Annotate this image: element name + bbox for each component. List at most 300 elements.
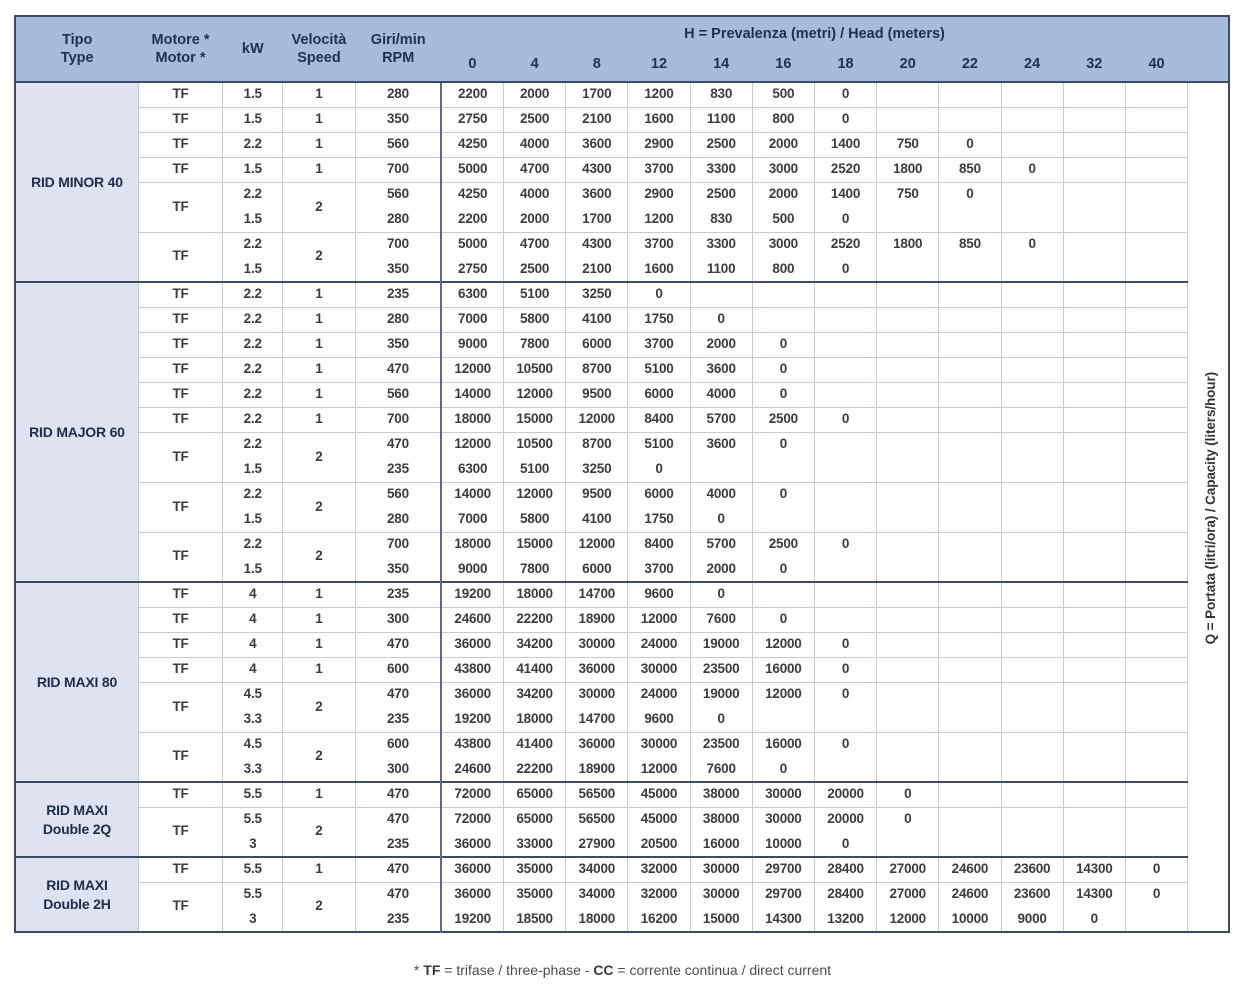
capacity-cell [690, 282, 752, 307]
capacity-cell [1001, 732, 1063, 757]
capacity-cell [1063, 232, 1125, 257]
capacity-cell: 12000 [566, 407, 628, 432]
capacity-cell: 0 [814, 732, 876, 757]
capacity-cell [1001, 357, 1063, 382]
capacity-cell: 12000 [566, 532, 628, 557]
rpm-cell: 470 [355, 357, 441, 382]
pump-capacity-table [14, 15, 1230, 933]
capacity-cell: 3600 [690, 357, 752, 382]
capacity-cell: 18000 [566, 907, 628, 932]
kw-cell: 2.2 [223, 382, 283, 407]
capacity-cell: 2520 [814, 157, 876, 182]
capacity-cell [1063, 807, 1125, 832]
capacity-cell [1001, 632, 1063, 657]
capacity-cell [939, 307, 1001, 332]
capacity-cell: 3700 [628, 157, 690, 182]
capacity-cell: 1700 [566, 207, 628, 232]
capacity-cell: 1400 [814, 132, 876, 157]
capacity-cell [1063, 332, 1125, 357]
section-label-line: Double 2H [43, 895, 111, 912]
capacity-cell [814, 432, 876, 457]
capacity-cell: 36000 [566, 732, 628, 757]
capacity-cell: 7000 [441, 507, 503, 532]
capacity-cell: 0 [752, 557, 814, 582]
capacity-cell: 830 [690, 207, 752, 232]
section-label-line: RID MAXI [46, 877, 108, 894]
capacity-cell: 750 [877, 182, 939, 207]
motor-type-cell: TF [138, 82, 222, 107]
capacity-cell: 6000 [628, 382, 690, 407]
capacity-cell [877, 432, 939, 457]
rpm-cell: 560 [355, 132, 441, 157]
capacity-cell: 0 [814, 832, 876, 857]
col-header-motore-en: Motor * [155, 50, 206, 66]
capacity-cell [1063, 782, 1125, 807]
col-header-tipo-it: Tipo [62, 31, 93, 48]
capacity-cell [1001, 557, 1063, 582]
section-label-line: Double 2Q [42, 820, 112, 837]
capacity-cell: 36000 [566, 657, 628, 682]
col-header-giri-it: Giri/min [370, 31, 426, 48]
table-row [15, 332, 1229, 357]
capacity-cell [1125, 157, 1187, 182]
capacity-cell: 4000 [504, 132, 566, 157]
kw-cell: 3.3 [223, 757, 283, 782]
capacity-cell [939, 457, 1001, 482]
capacity-cell: 30000 [690, 882, 752, 907]
capacity-cell [939, 657, 1001, 682]
capacity-cell: 0 [1001, 157, 1063, 182]
footnote-segment: = trifase / three-phase - [440, 962, 594, 978]
capacity-cell: 33000 [504, 832, 566, 857]
rpm-cell: 235 [355, 282, 441, 307]
capacity-cell: 16000 [752, 657, 814, 682]
table-row [15, 182, 1229, 207]
kw-cell: 2.2 [223, 132, 283, 157]
capacity-cell [814, 582, 876, 607]
capacity-cell: 30000 [628, 657, 690, 682]
table-row [15, 682, 1229, 707]
capacity-cell: 30000 [566, 682, 628, 707]
kw-cell: 4 [223, 632, 283, 657]
table-row [15, 532, 1229, 557]
rpm-cell: 350 [355, 557, 441, 582]
capacity-cell [1063, 632, 1125, 657]
capacity-cell: 10500 [504, 357, 566, 382]
capacity-cell [1063, 207, 1125, 232]
capacity-cell: 5100 [504, 457, 566, 482]
capacity-cell: 34200 [504, 682, 566, 707]
motor-type-cell: TF [138, 882, 222, 932]
capacity-cell: 10000 [939, 907, 1001, 932]
capacity-cell: 4700 [504, 232, 566, 257]
capacity-cell: 30000 [566, 632, 628, 657]
capacity-cell [1125, 757, 1187, 782]
capacity-cell [1063, 507, 1125, 532]
capacity-cell: 750 [877, 132, 939, 157]
rpm-cell: 280 [355, 307, 441, 332]
capacity-cell: 4000 [690, 382, 752, 407]
capacity-cell: 18000 [504, 582, 566, 607]
capacity-cell [1125, 182, 1187, 207]
section-label-line: RID MINOR 40 [31, 173, 123, 190]
capacity-cell [1001, 582, 1063, 607]
capacity-cell: 0 [939, 182, 1001, 207]
speed-cell: 1 [283, 282, 355, 307]
capacity-cell [1063, 307, 1125, 332]
capacity-cell [877, 357, 939, 382]
capacity-cell [1125, 657, 1187, 682]
capacity-cell: 5000 [441, 232, 503, 257]
capacity-cell: 23500 [690, 657, 752, 682]
capacity-cell: 30000 [628, 732, 690, 757]
capacity-cell: 10000 [752, 832, 814, 857]
capacity-cell: 2000 [690, 332, 752, 357]
capacity-cell: 0 [939, 132, 1001, 157]
capacity-cell [939, 632, 1001, 657]
table-row [15, 282, 1229, 307]
capacity-cell [877, 557, 939, 582]
rpm-cell: 235 [355, 707, 441, 732]
capacity-cell: 0 [1063, 907, 1125, 932]
capacity-cell: 6000 [628, 482, 690, 507]
capacity-cell: 3600 [566, 182, 628, 207]
capacity-cell: 3700 [628, 232, 690, 257]
capacity-cell: 18000 [441, 407, 503, 432]
capacity-cell [877, 632, 939, 657]
capacity-cell [1001, 432, 1063, 457]
capacity-cell [1001, 682, 1063, 707]
capacity-cell [939, 557, 1001, 582]
capacity-cell [1001, 407, 1063, 432]
capacity-cell: 5700 [690, 407, 752, 432]
capacity-cell [939, 282, 1001, 307]
motor-type-cell: TF [138, 682, 222, 732]
kw-cell: 3.3 [223, 707, 283, 732]
rpm-cell: 350 [355, 257, 441, 282]
capacity-cell [939, 707, 1001, 732]
rpm-cell: 470 [355, 857, 441, 882]
capacity-cell: 1600 [628, 257, 690, 282]
capacity-cell [1125, 507, 1187, 532]
capacity-cell: 0 [752, 357, 814, 382]
capacity-cell [939, 607, 1001, 632]
capacity-cell: 0 [814, 407, 876, 432]
motor-type-cell: TF [138, 582, 222, 607]
capacity-cell: 24000 [628, 682, 690, 707]
capacity-cell: 35000 [504, 857, 566, 882]
capacity-cell [1063, 532, 1125, 557]
speed-cell: 1 [283, 132, 355, 157]
capacity-cell: 6000 [566, 557, 628, 582]
motor-type-cell: TF [138, 282, 222, 307]
rpm-cell: 280 [355, 507, 441, 532]
capacity-cell: 2200 [441, 82, 503, 107]
kw-cell: 1.5 [223, 257, 283, 282]
capacity-cell: 19000 [690, 632, 752, 657]
head-col-8: 8 [566, 52, 628, 82]
capacity-cell: 1200 [628, 82, 690, 107]
capacity-cell: 9000 [1001, 907, 1063, 932]
col-header-kw: kW [223, 16, 283, 82]
head-col-18: 18 [814, 52, 876, 82]
rpm-cell: 470 [355, 682, 441, 707]
capacity-cell: 1750 [628, 307, 690, 332]
capacity-cell: 850 [939, 232, 1001, 257]
table-row [15, 632, 1229, 657]
col-header-velocita-en: Speed [297, 50, 341, 66]
section-label-line: RID MAXI [46, 802, 108, 819]
capacity-cell [1063, 132, 1125, 157]
capacity-cell [1063, 282, 1125, 307]
capacity-cell: 38000 [690, 807, 752, 832]
capacity-cell: 0 [814, 82, 876, 107]
capacity-cell: 0 [1001, 232, 1063, 257]
motor-type-cell: TF [138, 157, 222, 182]
capacity-cell [814, 707, 876, 732]
capacity-cell: 7800 [504, 332, 566, 357]
capacity-cell: 14700 [566, 707, 628, 732]
capacity-cell: 9600 [628, 707, 690, 732]
speed-cell: 2 [283, 532, 355, 582]
capacity-cell [1001, 607, 1063, 632]
capacity-cell: 22200 [504, 757, 566, 782]
capacity-cell: 20500 [628, 832, 690, 857]
capacity-cell [1063, 582, 1125, 607]
capacity-cell: 9600 [628, 582, 690, 607]
speed-cell: 2 [283, 432, 355, 482]
capacity-cell: 3000 [752, 157, 814, 182]
capacity-cell: 2100 [566, 257, 628, 282]
rpm-cell: 280 [355, 82, 441, 107]
table-row [15, 407, 1229, 432]
table-row [15, 432, 1229, 457]
capacity-cell [814, 507, 876, 532]
capacity-cell [939, 532, 1001, 557]
capacity-cell: 1200 [628, 207, 690, 232]
capacity-cell: 56500 [566, 807, 628, 832]
capacity-cell: 15000 [504, 407, 566, 432]
capacity-cell: 18900 [566, 757, 628, 782]
capacity-cell [877, 507, 939, 532]
rpm-cell: 300 [355, 757, 441, 782]
capacity-cell: 2000 [690, 557, 752, 582]
capacity-cell: 0 [628, 282, 690, 307]
head-col-22: 22 [939, 52, 1001, 82]
capacity-cell [877, 582, 939, 607]
capacity-cell: 2500 [752, 532, 814, 557]
capacity-cell: 3250 [566, 457, 628, 482]
capacity-cell: 0 [752, 382, 814, 407]
speed-cell: 2 [283, 682, 355, 732]
capacity-cell: 1600 [628, 107, 690, 132]
rpm-cell: 235 [355, 832, 441, 857]
speed-cell: 2 [283, 182, 355, 232]
col-header-capacity-spacer [1188, 16, 1229, 82]
capacity-cell: 0 [752, 607, 814, 632]
table-row [15, 82, 1229, 107]
capacity-cell: 36000 [441, 632, 503, 657]
capacity-cell: 24600 [441, 607, 503, 632]
capacity-cell: 34000 [566, 857, 628, 882]
capacity-cell [939, 357, 1001, 382]
capacity-cell: 4000 [504, 182, 566, 207]
motor-type-cell: TF [138, 782, 222, 807]
capacity-cell [1001, 257, 1063, 282]
capacity-cell [1063, 357, 1125, 382]
capacity-cell [877, 307, 939, 332]
capacity-cell [814, 757, 876, 782]
capacity-cell: 14000 [441, 482, 503, 507]
kw-cell: 2.2 [223, 432, 283, 457]
capacity-cell [877, 332, 939, 357]
kw-cell: 4 [223, 582, 283, 607]
speed-cell: 1 [283, 857, 355, 882]
capacity-cell: 2500 [504, 257, 566, 282]
capacity-cell: 3300 [690, 232, 752, 257]
capacity-cell: 22200 [504, 607, 566, 632]
capacity-cell: 2000 [504, 82, 566, 107]
capacity-cell: 19200 [441, 707, 503, 732]
capacity-cell [814, 607, 876, 632]
capacity-cell: 27000 [877, 882, 939, 907]
rpm-cell: 700 [355, 157, 441, 182]
capacity-cell [814, 307, 876, 332]
section-label [15, 282, 138, 582]
capacity-cell: 30000 [690, 857, 752, 882]
capacity-cell: 4300 [566, 232, 628, 257]
capacity-cell [1063, 82, 1125, 107]
capacity-cell: 500 [752, 207, 814, 232]
capacity-cell: 27900 [566, 832, 628, 857]
capacity-cell: 36000 [441, 857, 503, 882]
rpm-cell: 470 [355, 782, 441, 807]
capacity-cell [1125, 557, 1187, 582]
section-label-line: RID MAXI 80 [36, 673, 118, 690]
capacity-cell: 4000 [690, 482, 752, 507]
capacity-cell: 12000 [504, 382, 566, 407]
capacity-cell [939, 382, 1001, 407]
capacity-cell [752, 707, 814, 732]
kw-cell: 5.5 [223, 857, 283, 882]
capacity-cell: 16000 [752, 732, 814, 757]
table-row [15, 732, 1229, 757]
capacity-cell [939, 407, 1001, 432]
col-header-giri [355, 16, 441, 82]
motor-type-cell: TF [138, 432, 222, 482]
section-label-line: RID MAJOR 60 [29, 423, 125, 440]
capacity-cell [1001, 107, 1063, 132]
capacity-cell [939, 432, 1001, 457]
speed-cell: 1 [283, 782, 355, 807]
capacity-cell: 1800 [877, 157, 939, 182]
table-row [15, 232, 1229, 257]
col-header-velocita [283, 16, 355, 82]
capacity-cell: 35000 [504, 882, 566, 907]
capacity-cell: 41400 [504, 657, 566, 682]
capacity-cell [1001, 657, 1063, 682]
capacity-cell [939, 482, 1001, 507]
head-col-20: 20 [877, 52, 939, 82]
capacity-cell: 0 [752, 482, 814, 507]
capacity-cell [939, 832, 1001, 857]
capacity-cell: 0 [690, 582, 752, 607]
capacity-cell: 5800 [504, 507, 566, 532]
capacity-cell: 2000 [504, 207, 566, 232]
speed-cell: 1 [283, 632, 355, 657]
capacity-cell: 32000 [628, 882, 690, 907]
capacity-cell [877, 407, 939, 432]
motor-type-cell: TF [138, 132, 222, 157]
capacity-cell: 5000 [441, 157, 503, 182]
capacity-cell: 9000 [441, 332, 503, 357]
rpm-cell: 600 [355, 657, 441, 682]
capacity-cell [1063, 157, 1125, 182]
capacity-cell: 34000 [566, 882, 628, 907]
capacity-cell [1125, 282, 1187, 307]
capacity-cell [1001, 832, 1063, 857]
col-header-head-group [441, 16, 1187, 52]
capacity-cell: 0 [752, 757, 814, 782]
capacity-cell: 65000 [504, 807, 566, 832]
kw-cell: 5.5 [223, 782, 283, 807]
capacity-cell [939, 332, 1001, 357]
head-col-0: 0 [441, 52, 503, 82]
head-col-4: 4 [504, 52, 566, 82]
capacity-cell [1063, 657, 1125, 682]
motor-type-cell: TF [138, 632, 222, 657]
capacity-cell: 2200 [441, 207, 503, 232]
capacity-cell [939, 807, 1001, 832]
motor-type-cell: TF [138, 232, 222, 282]
capacity-cell: 18500 [504, 907, 566, 932]
col-header-motore [138, 16, 222, 82]
kw-cell: 3 [223, 907, 283, 932]
capacity-cell: 43800 [441, 657, 503, 682]
capacity-cell [814, 557, 876, 582]
section-label [15, 582, 138, 782]
capacity-cell: 9500 [566, 482, 628, 507]
capacity-cell: 3300 [690, 157, 752, 182]
capacity-cell: 32000 [628, 857, 690, 882]
capacity-cell: 12000 [504, 482, 566, 507]
capacity-cell [814, 357, 876, 382]
rpm-cell: 470 [355, 882, 441, 907]
capacity-cell: 38000 [690, 782, 752, 807]
capacity-cell [1063, 382, 1125, 407]
capacity-cell: 0 [877, 807, 939, 832]
capacity-cell: 0 [752, 432, 814, 457]
capacity-cell: 2100 [566, 107, 628, 132]
rpm-cell: 235 [355, 582, 441, 607]
capacity-cell: 18000 [441, 532, 503, 557]
capacity-cell: 4250 [441, 132, 503, 157]
capacity-cell [877, 607, 939, 632]
capacity-cell: 9000 [441, 557, 503, 582]
capacity-cell [1125, 457, 1187, 482]
speed-cell: 1 [283, 157, 355, 182]
capacity-cell: 12000 [628, 607, 690, 632]
kw-cell: 2.2 [223, 307, 283, 332]
kw-cell: 1.5 [223, 157, 283, 182]
capacity-cell [1125, 207, 1187, 232]
capacity-cell: 6000 [566, 332, 628, 357]
capacity-cell [1001, 332, 1063, 357]
footnote-segment: = corrente continua / direct current [613, 962, 832, 978]
capacity-cell [939, 682, 1001, 707]
capacity-cell: 24600 [441, 757, 503, 782]
capacity-cell [1125, 682, 1187, 707]
